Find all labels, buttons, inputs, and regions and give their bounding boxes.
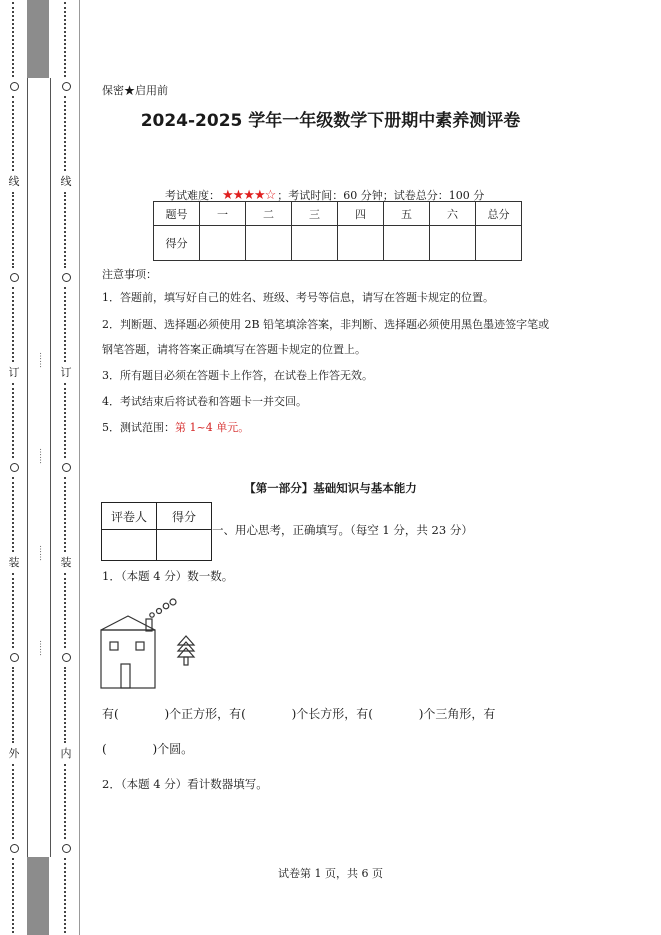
binding-margin xyxy=(0,0,80,935)
grader-header-row xyxy=(102,503,212,530)
window-square-icon xyxy=(136,642,144,650)
binding-hole-icon xyxy=(10,273,19,282)
binding-column-outer xyxy=(8,0,20,935)
binding-hole-icon xyxy=(62,82,71,91)
question-1-fill-line: 有( )个正方形，有( )个长方形，有( )个三角形，有 xyxy=(102,707,496,721)
dotted-line xyxy=(64,287,68,362)
score-header-cell: 六 xyxy=(430,202,476,226)
binding-char: 内 xyxy=(60,746,72,760)
smoke-circle-icon xyxy=(170,599,176,605)
dotted-line xyxy=(64,2,68,77)
binding-hole-icon xyxy=(10,844,19,853)
binding-hole-icon xyxy=(10,463,19,472)
dotted-line xyxy=(64,383,68,458)
question-1: 1．（本题 4 分）数一数。 xyxy=(102,569,234,583)
binding-hole-icon xyxy=(62,844,71,853)
binding-hole-icon xyxy=(10,82,19,91)
binding-char: 线 xyxy=(60,175,72,189)
binding-char: 订 xyxy=(60,365,72,379)
dotted-line xyxy=(12,573,16,648)
tree-triangle-icon xyxy=(178,648,194,657)
house-figure-icon xyxy=(96,596,216,692)
window-square-icon xyxy=(110,642,118,650)
note-range-value: 第 1~4 单元。 xyxy=(175,421,250,434)
grader-cell[interactable] xyxy=(102,530,157,561)
smoke-circle-icon xyxy=(157,609,162,614)
binding-column-inner xyxy=(60,0,72,935)
binding-mark: …… xyxy=(38,448,47,464)
smoke-circle-icon xyxy=(150,613,154,617)
score-header-cell: 三 xyxy=(292,202,338,226)
note-range-prefix: 5．测试范围： xyxy=(102,421,175,434)
score-table-header-row xyxy=(154,202,522,226)
note-item: 4．考试结束后将试卷和答题卡一并交回。 xyxy=(102,395,307,408)
secret-label: 保密★启用前 xyxy=(102,84,168,97)
difficulty-label: 考试难度： xyxy=(165,189,220,202)
question-1-fill-line: ( )个圆。 xyxy=(102,742,194,756)
binding-mark: …… xyxy=(38,352,47,368)
score-header-cell: 二 xyxy=(246,202,292,226)
binding-gutter xyxy=(27,78,51,857)
smoke-circle-icon xyxy=(163,603,169,609)
score-row-label: 得分 xyxy=(154,226,200,261)
question-2: 2．（本题 4 分）看计数器填写。 xyxy=(102,777,268,791)
binding-char: 外 xyxy=(8,746,20,760)
score-cell[interactable] xyxy=(430,226,476,261)
note-item: 3．所有题目必须在答题卡上作答，在试卷上作答无效。 xyxy=(102,369,373,382)
binding-hole-icon xyxy=(62,463,71,472)
score-table-row xyxy=(154,226,522,261)
score-cell[interactable] xyxy=(338,226,384,261)
score-header-cell: 四 xyxy=(338,202,384,226)
binding-hole-icon xyxy=(10,653,19,662)
binding-mark: …… xyxy=(38,545,47,561)
page-title: 2024-2025 学年一年级数学下册期中素养测评卷 xyxy=(140,111,521,131)
binding-hole-icon xyxy=(62,653,71,662)
score-cell[interactable] xyxy=(200,226,246,261)
score-cell[interactable] xyxy=(384,226,430,261)
tree-triangle-icon xyxy=(178,636,194,645)
page-footer: 试卷第 1 页，共 6 页 xyxy=(278,867,383,880)
score-header-cell: 一 xyxy=(200,202,246,226)
binding-char: 装 xyxy=(8,556,20,570)
note-item: 钢笔答题，请将答案正确填写在答题卡规定的位置上。 xyxy=(102,343,366,356)
grader-table xyxy=(101,502,212,561)
note-item-range xyxy=(102,421,572,434)
tree-triangle-icon xyxy=(178,642,194,651)
grader-input-row xyxy=(102,530,212,561)
score-cell[interactable] xyxy=(476,226,522,261)
grader-cell[interactable] xyxy=(157,530,212,561)
section-heading: 一、用心思考，正确填写。（每空 1 分，共 23 分） xyxy=(212,523,473,537)
part-title: 【第一部分】基础知识与基本能力 xyxy=(244,481,417,495)
dotted-line xyxy=(12,383,16,458)
dotted-line xyxy=(12,192,16,267)
dotted-line xyxy=(64,764,68,839)
grader-header-cell: 评卷人 xyxy=(102,503,157,530)
dotted-line xyxy=(12,667,16,742)
binding-char: 订 xyxy=(8,365,20,379)
dotted-line xyxy=(12,764,16,839)
dotted-line xyxy=(64,573,68,648)
binding-char: 装 xyxy=(60,556,72,570)
dotted-line xyxy=(12,287,16,362)
note-item: 1．答题前，填写好自己的姓名、班级、考号等信息，请写在答题卡规定的位置。 xyxy=(102,291,494,304)
note-item: 2．判断题、选择题必须使用 2B 铅笔填涂答案，非判断、选择题必须使用黑色墨迹签字笔或 xyxy=(102,318,550,331)
dotted-line xyxy=(64,667,68,742)
grader-header-cell: 得分 xyxy=(157,503,212,530)
binding-char: 线 xyxy=(8,175,20,189)
dotted-line xyxy=(64,192,68,267)
page-edge-line xyxy=(79,0,80,935)
door-rectangle-icon xyxy=(121,664,130,688)
score-cell[interactable] xyxy=(292,226,338,261)
tree-trunk-rectangle-icon xyxy=(184,657,188,665)
dotted-line xyxy=(12,2,16,77)
score-table xyxy=(153,201,522,261)
binding-mark: …… xyxy=(38,640,47,656)
star-empty-icon: ☆ xyxy=(264,187,276,203)
score-cell[interactable] xyxy=(246,226,292,261)
exam-time-total: ；考试时间：60 分钟；试卷总分：100 分 xyxy=(277,189,485,202)
star-filled-icon: ★★★★ xyxy=(222,187,265,203)
house-body-rectangle-icon xyxy=(101,630,155,688)
score-header-cell: 五 xyxy=(384,202,430,226)
binding-hole-icon xyxy=(62,273,71,282)
chimney-rectangle-icon xyxy=(146,619,152,631)
binding-strip-top xyxy=(27,0,49,78)
roof-triangle-icon xyxy=(101,616,155,630)
notes-heading: 注意事项： xyxy=(102,268,157,281)
score-header-cell: 题号 xyxy=(154,202,200,226)
score-header-cell: 总分 xyxy=(476,202,522,226)
